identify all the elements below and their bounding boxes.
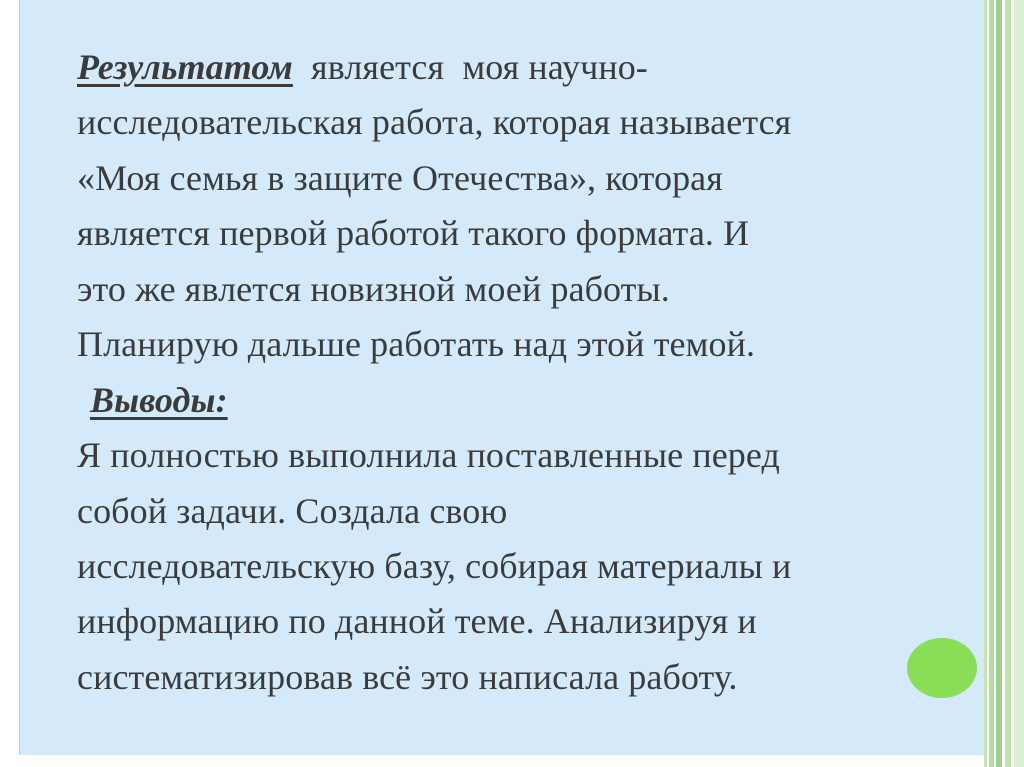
conclusions-line: информацию по данной теме. Анализируя и bbox=[77, 601, 757, 642]
result-heading: Результатом bbox=[77, 47, 293, 87]
result-paragraph-line: является первой работой такого формата. И bbox=[77, 213, 750, 254]
result-paragraph-line bbox=[77, 40, 989, 95]
result-paragraph-line: Планирую дальше работать над этой темой. bbox=[77, 324, 756, 365]
slide-body-text bbox=[77, 40, 989, 705]
conclusions-heading: Выводы: bbox=[90, 379, 228, 420]
result-paragraph-line: исследовательская работа, которая называется bbox=[77, 102, 792, 143]
conclusions-heading-line bbox=[77, 373, 989, 428]
conclusions-line: исследовательскую базу, собирая материалы и bbox=[77, 545, 792, 586]
border-stripe bbox=[1014, 0, 1024, 767]
green-circle-decoration bbox=[907, 638, 977, 698]
result-line-text: является моя научно- bbox=[292, 47, 648, 87]
result-paragraph-line: это же явлется новизной моей работы. bbox=[77, 268, 670, 309]
conclusions-line: систематизировав всё это написала работу. bbox=[77, 656, 738, 697]
conclusions-line: собой задачи. Создала свою bbox=[77, 490, 508, 531]
conclusions-line: Я полностью выполнила поставленные перед bbox=[77, 435, 780, 476]
result-paragraph-line: «Моя семья в защите Отечества», которая bbox=[77, 157, 723, 198]
